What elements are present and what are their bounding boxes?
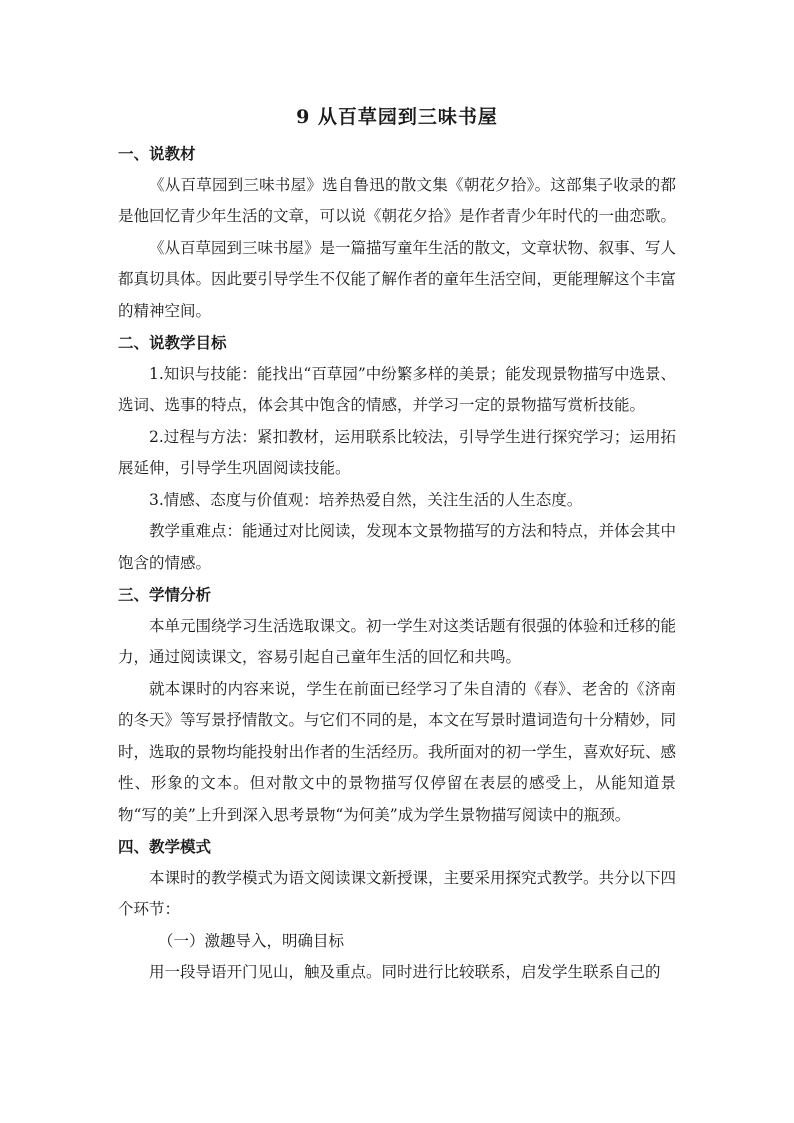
paragraph-3: 本单元围绕学习生活选取课文。初一学生对这类话题有很强的体验和迁移的能力，通过阅读课文，容易引起自己童年生活的回忆和共鸣。 — [118, 616, 677, 666]
section-heading-4: 四、教学模式 — [118, 837, 212, 856]
objective-3: 3.情感、态度与价值观：培养热爱自然，关注生活的人生态度。 — [149, 490, 583, 509]
section-heading-1: 一、说教材 — [118, 144, 196, 163]
document-title: 9 从百草园到三味书屋 — [296, 106, 498, 128]
paragraph-2: 《从百草园到三味书屋》是一篇描写童年生活的散文，文章状物、叙事、写人都真切具体。因此要引导学生不仅能了解作者的童年生活空间，更能理解这个丰富的精神空间。 — [118, 238, 677, 320]
section-heading-3: 三、学情分析 — [118, 585, 212, 604]
paragraph-6: 用一段导语开门见山，触及重点。同时进行比较联系，启发学生联系自己的 — [149, 963, 661, 981]
objective-2: 2.过程与方法：紧扣教材，运用联系比较法，引导学生进行探究学习；运用拓展延伸，引导学生巩固阅读技能。 — [118, 427, 676, 477]
section-heading-2: 二、说教学目标 — [118, 333, 227, 352]
paragraph-5: 本课时的教学模式为语文阅读课文新授课，主要采用探究式教学。共分以下四个环节： — [118, 868, 677, 918]
document-body — [118, 138, 676, 989]
key-difficulty: 教学重难点：能通过对比阅读，发现本文景物描写的方法和特点，并体会其中饱含的情感。 — [118, 522, 677, 572]
paragraph-4: 就本课时的内容来说，学生在前面已经学习了朱自清的《春》、老舍的《济南的冬天》等写景抒情散文。与它们不同的是，本文在写景时遣词造句十分精妙，同时，选取的景物均能投射出作者的生活经历。我所面对的初一学生，喜欢好玩、感性、形象的文本。但对散文中的景物描写仅停留在表层的感受上，从能知道景物“写的美”上升到深入思考景物“为何美”成为学生景物描写阅读中的瓶颈。 — [118, 679, 677, 824]
document-page — [118, 98, 676, 989]
objective-1: 1.知识与技能：能找出“百草园”中纷繁多样的美景；能发现景物描写中选景、选词、选事的特点，体会其中饱含的情感，并学习一定的景物描写赏析技能。 — [118, 364, 676, 414]
paragraph-1: 《从百草园到三味书屋》选自鲁迅的散文集《朝花夕拾》。这部集子收录的都是他回忆青少年生活的文章，可以说《朝花夕拾》是作者青少年时代的一曲恋歌。 — [118, 175, 677, 225]
subsection-heading-1: （一）激趣导入，明确目标 — [158, 931, 345, 950]
